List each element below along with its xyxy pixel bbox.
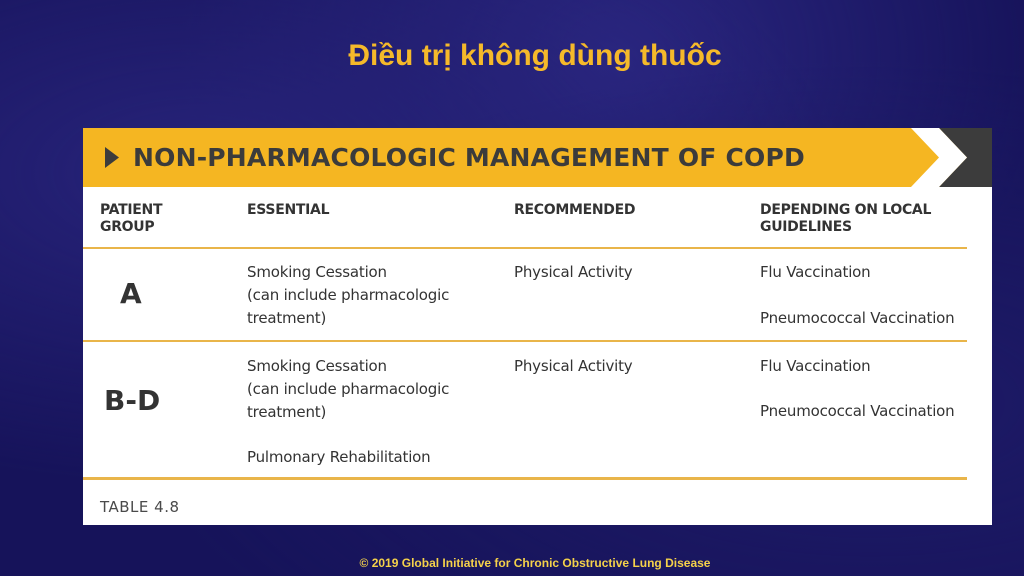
row-bd-essential-4: Pulmonary Rehabilitation	[247, 448, 431, 466]
row-a-local-2: Pneumococcal Vaccination	[760, 309, 955, 327]
row-bd-local-1: Flu Vaccination	[760, 357, 871, 375]
row-bd-essential-3: treatment)	[247, 403, 327, 421]
slide-title: Điều trị không dùng thuốc	[348, 39, 722, 72]
row-divider	[83, 340, 967, 342]
patient-group-b-d: B-D	[104, 384, 161, 417]
header-line: GROUP	[100, 219, 155, 235]
header-line: DEPENDING ON LOCAL	[760, 202, 932, 218]
table-label: TABLE 4.8	[100, 498, 180, 516]
copyright-footer: © 2019 Global Initiative for Chronic Obstructive Lung Disease	[359, 556, 711, 570]
row-bd-recommended: Physical Activity	[514, 357, 633, 375]
row-a-essential-3: treatment)	[247, 309, 327, 327]
table-banner	[83, 128, 992, 187]
header-local-guidelines	[760, 202, 960, 236]
header-essential: ESSENTIAL	[247, 202, 330, 218]
row-bd-essential-2: (can include pharmacologic	[247, 380, 450, 398]
row-a-essential-1: Smoking Cessation	[247, 263, 387, 281]
patient-group-a: A	[120, 277, 142, 310]
header-line: GUIDELINES	[760, 219, 852, 235]
row-a-essential-2: (can include pharmacologic	[247, 286, 450, 304]
header-patient-group	[100, 202, 200, 236]
banner-title: NON-PHARMACOLOGIC MANAGEMENT OF COPD	[133, 143, 805, 172]
row-a-recommended: Physical Activity	[514, 263, 633, 281]
header-line: PATIENT	[100, 202, 163, 218]
table-panel	[83, 128, 992, 525]
header-recommended: RECOMMENDED	[514, 202, 636, 218]
row-a-local-1: Flu Vaccination	[760, 263, 871, 281]
row-divider	[83, 247, 967, 249]
table-bottom-rule	[83, 477, 967, 480]
row-bd-essential-1: Smoking Cessation	[247, 357, 387, 375]
row-bd-local-2: Pneumococcal Vaccination	[760, 402, 955, 420]
